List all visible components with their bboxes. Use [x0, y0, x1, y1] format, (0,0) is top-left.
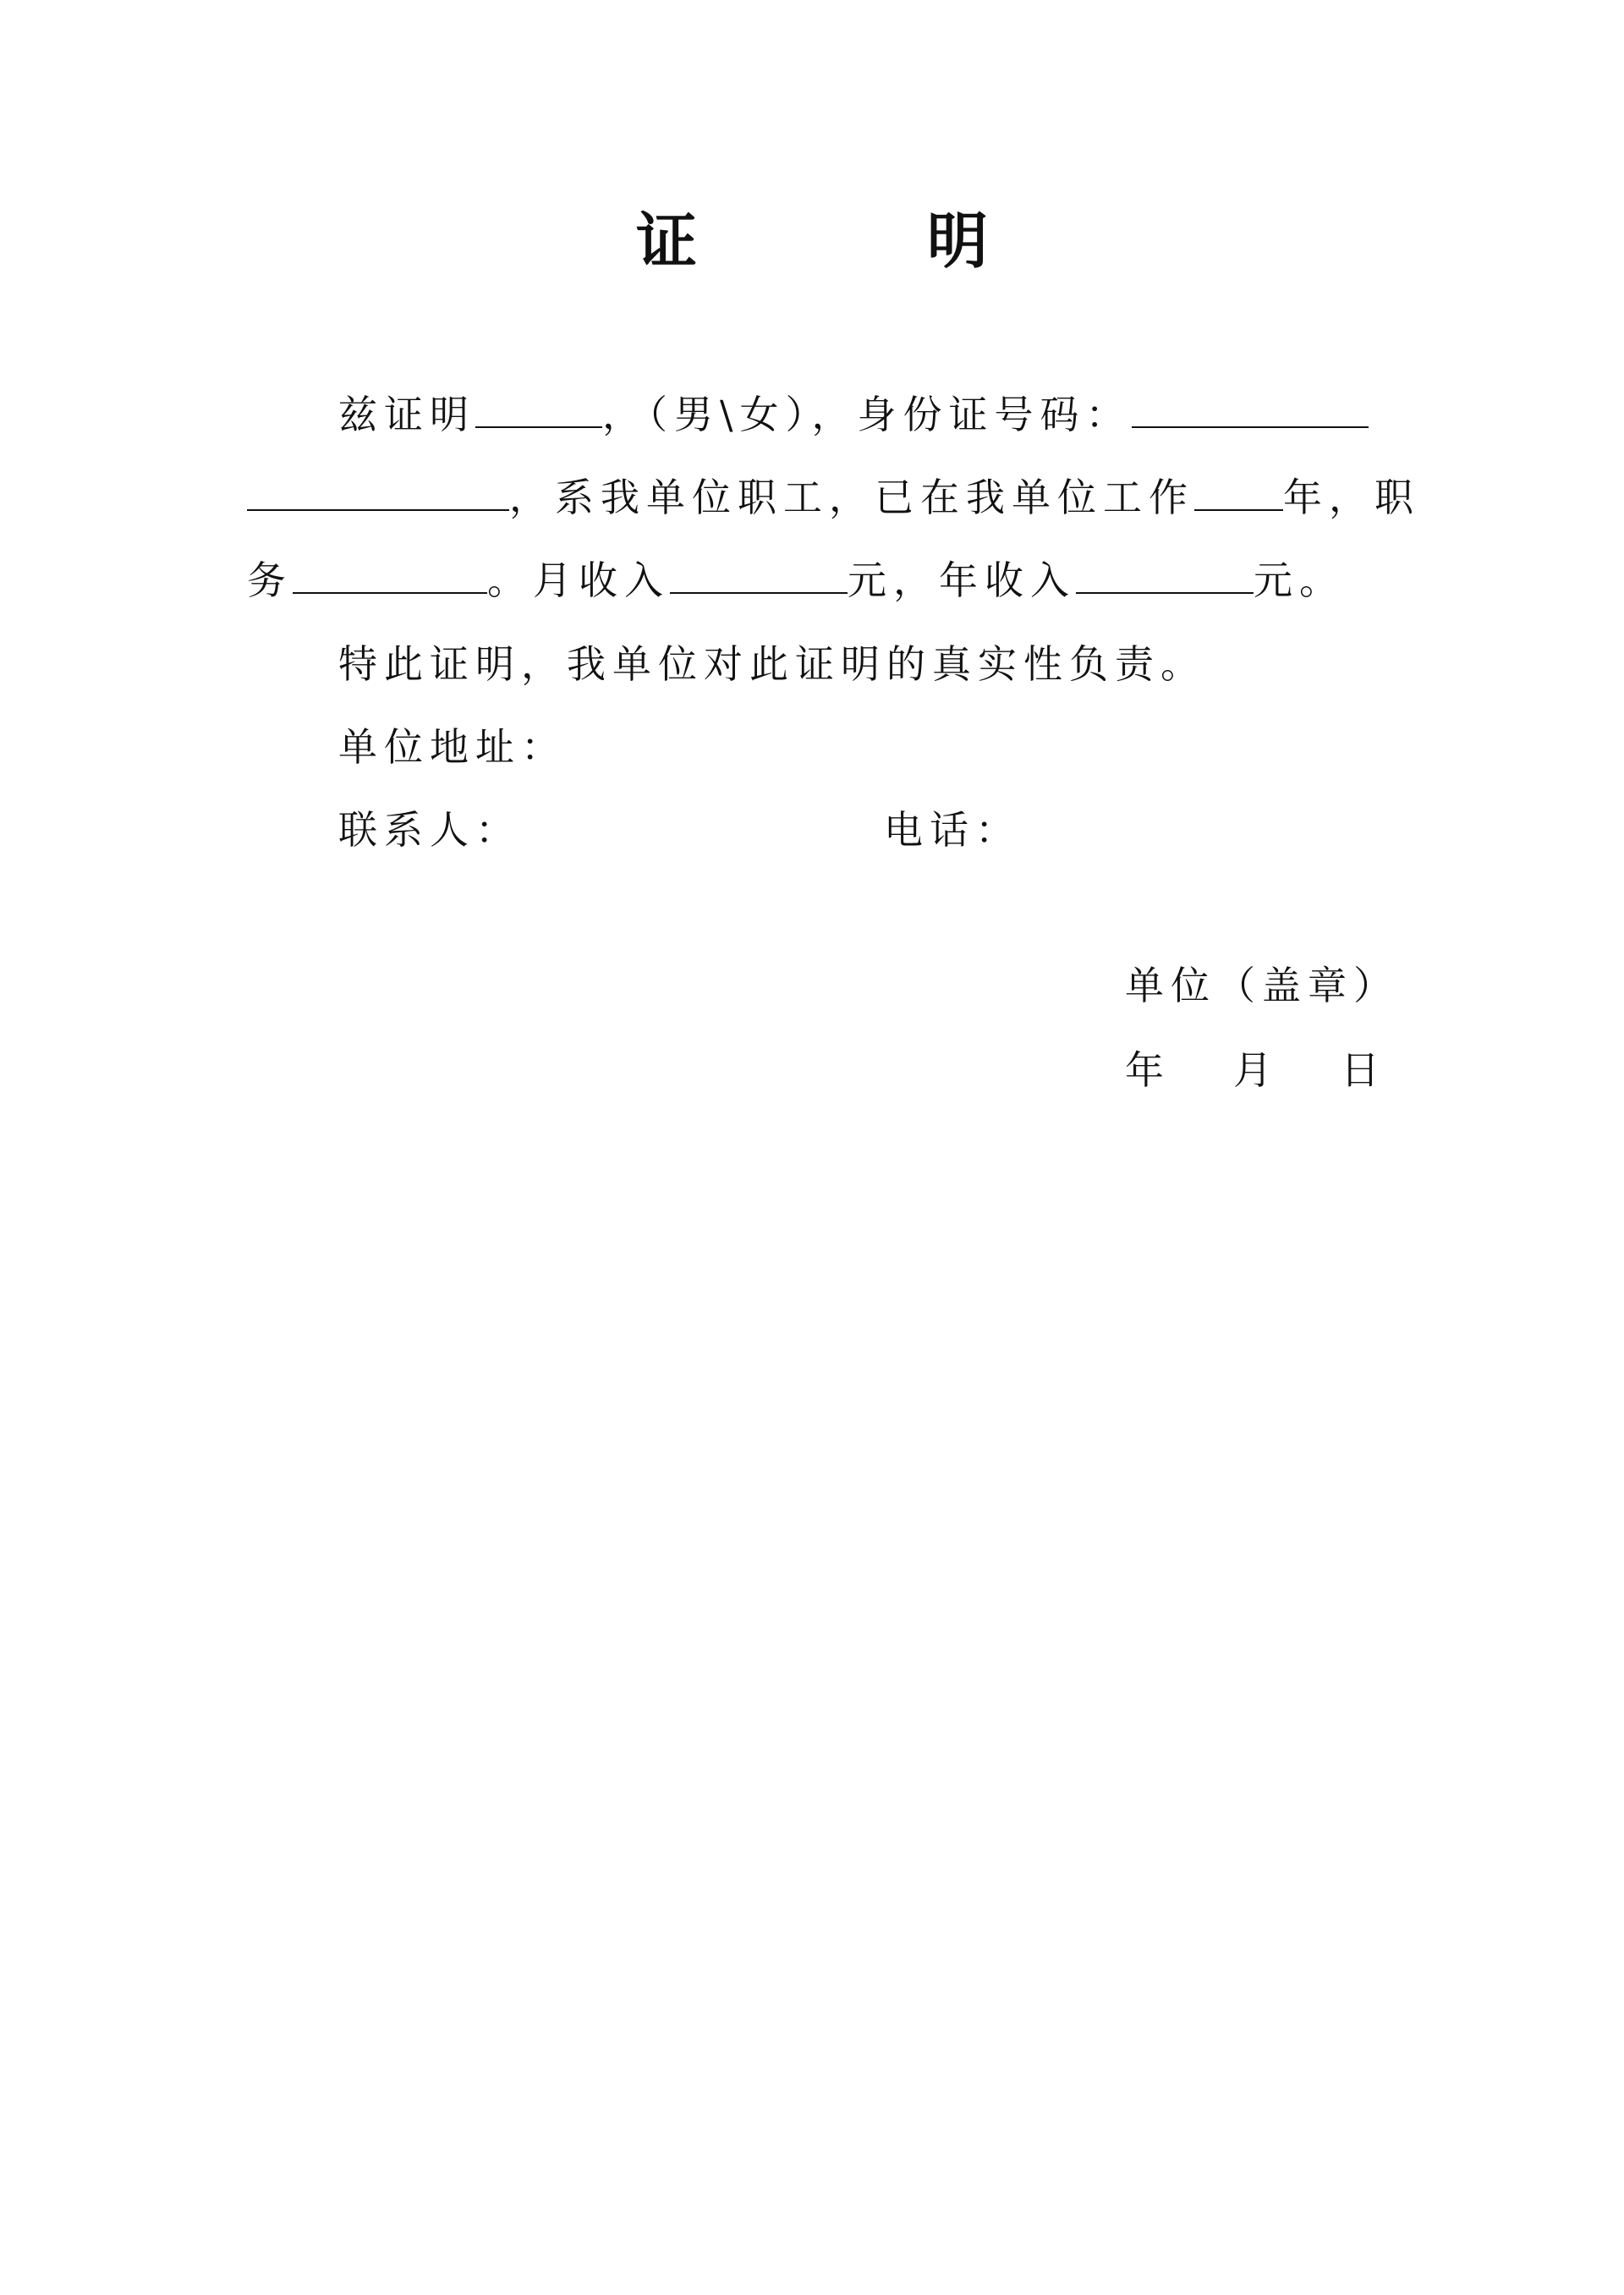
- document-title: 证 明: [635, 205, 1073, 277]
- annual-income-blank: [1076, 555, 1254, 594]
- address-label: 单位地址：: [338, 724, 567, 770]
- stamp-label: 单位（盖章）: [1125, 963, 1399, 1008]
- id-number-blank-continued: [247, 472, 509, 511]
- para1-text: 务: [247, 557, 293, 603]
- date-year: 年: [1125, 1047, 1171, 1093]
- para1-line1: [338, 385, 1369, 444]
- para1-text: 元。: [1254, 557, 1345, 603]
- contact-line: [338, 800, 521, 859]
- para1-text: ，系我单位职工，已在我单位工作: [509, 475, 1194, 520]
- certification-statement: 特此证明，我单位对此证明的真实性负责。: [338, 641, 1206, 687]
- para1-text: 年，职: [1283, 475, 1420, 520]
- id-number-blank: [1132, 389, 1369, 428]
- para1-text: ，（男\女），身份证号码：: [602, 392, 1132, 437]
- address-line: [338, 717, 567, 777]
- date-month: 月: [1233, 1047, 1279, 1093]
- name-blank: [475, 389, 602, 428]
- date-day: 日: [1341, 1047, 1386, 1093]
- position-blank: [293, 555, 487, 594]
- para1-text: 。月收入: [487, 557, 670, 603]
- contact-label: 联系人：: [338, 807, 521, 853]
- date-line: [1125, 1040, 1404, 1100]
- para1-line3: [247, 551, 1345, 610]
- years-blank: [1194, 472, 1283, 511]
- para1-text: 兹证明: [338, 392, 475, 437]
- para1-line2: [247, 468, 1420, 527]
- phone-label: 电话：: [884, 807, 1021, 853]
- monthly-income-blank: [670, 555, 848, 594]
- para2: [338, 634, 1206, 694]
- stamp-line: [1125, 956, 1399, 1015]
- phone-line: [884, 800, 1021, 859]
- para1-text: 元，年收入: [848, 557, 1076, 603]
